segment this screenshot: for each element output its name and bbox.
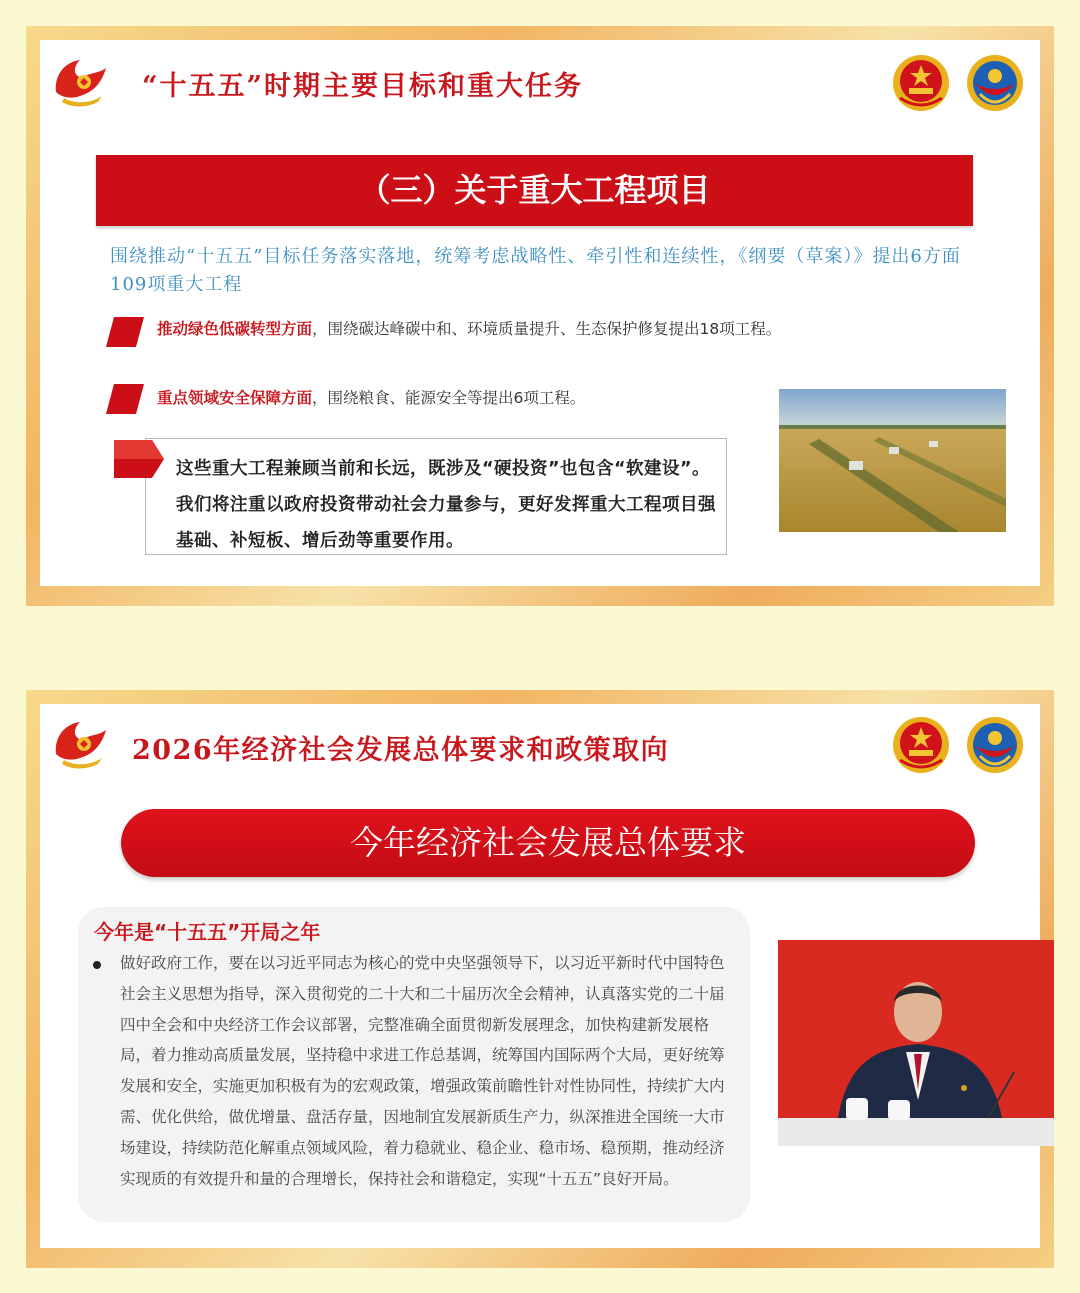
arrow-tab-icon (114, 436, 164, 482)
project-item-green (157, 317, 781, 339)
leader-speech-photo (778, 940, 1054, 1146)
national-emblem-icon (892, 716, 950, 774)
cppcc-emblem-icon (966, 54, 1024, 112)
dragon-emblem-icon (50, 52, 112, 108)
summary-text: 这些重大工程兼顾当前和长远，既涉及“硬投资”也包含“软建设”。我们将注重以政府投资带动社会力量参与，更好发挥重大工程项目强基础、补短板、增后劲等重要作用。 (176, 459, 716, 551)
dragon-emblem-icon (50, 714, 112, 770)
item-label: 推动绿色低碳转型方面 (157, 320, 313, 338)
section-banner: 今年经济社会发展总体要求 (121, 809, 975, 877)
panel-subtitle: 今年是“十五五”开局之年 (94, 920, 321, 944)
slide-title: “十五五”时期主要目标和重大任务 (142, 71, 584, 102)
slide-title: 2026年经济社会发展总体要求和政策取向 (132, 735, 670, 766)
item-label: 重点领域安全保障方面 (157, 389, 313, 407)
summary-box (145, 438, 727, 555)
slide-general-requirements (26, 690, 1054, 1268)
slide-major-projects (26, 26, 1054, 606)
intro-text: 围绕推动“十五五”目标任务落实落地，统筹考虑战略性、牵引性和连续性，《纲要（草案）》提出6方面109项重大工程 (110, 246, 961, 295)
parallelogram-bullet-icon (106, 317, 144, 347)
national-emblem-icon (892, 54, 950, 112)
project-item-security (157, 386, 585, 408)
parallelogram-bullet-icon (106, 384, 144, 414)
bullet-dot-icon (93, 961, 101, 969)
cppcc-emblem-icon (966, 716, 1024, 774)
item-text: ，围绕粮食、能源安全等提出6项工程。 (312, 389, 586, 407)
item-text: ，围绕碳达峰碳中和、环境质量提升、生态保护修复提出18项工程。 (312, 320, 782, 338)
panel-body-text: 做好政府工作，要在以习近平同志为核心的党中央坚强领导下，以习近平新时代中国特色社会主义思想为指导，深入贯彻党的二十大和二十届历次全会精神，认真落实党的二十届四中全会和中央经济工作会议部署，完整准确全面贯彻新发展理念，加快构建新发展格局，着力推动高质量发展，坚持稳中求进工作总基调，统筹国内国际两个大局，更好统筹发展和安全，实施更加积极有为的宏观政策，增强政策前瞻性针对性协同性，持续扩大内需、优化供给，做优增量、盘活存量，因地制宜发展新质生产力，纵深推进全国统一大市场建设，持续防范化解重点领域风险，着力稳就业、稳企业、稳市场、稳预期，推动经济实现质的有效提升和量的合理增长，保持社会和谐稳定，实现“十五五”良好开局。 (120, 954, 725, 1188)
section-banner: （三）关于重大工程项目 (96, 155, 973, 226)
wheat-field-photo (779, 389, 1006, 532)
